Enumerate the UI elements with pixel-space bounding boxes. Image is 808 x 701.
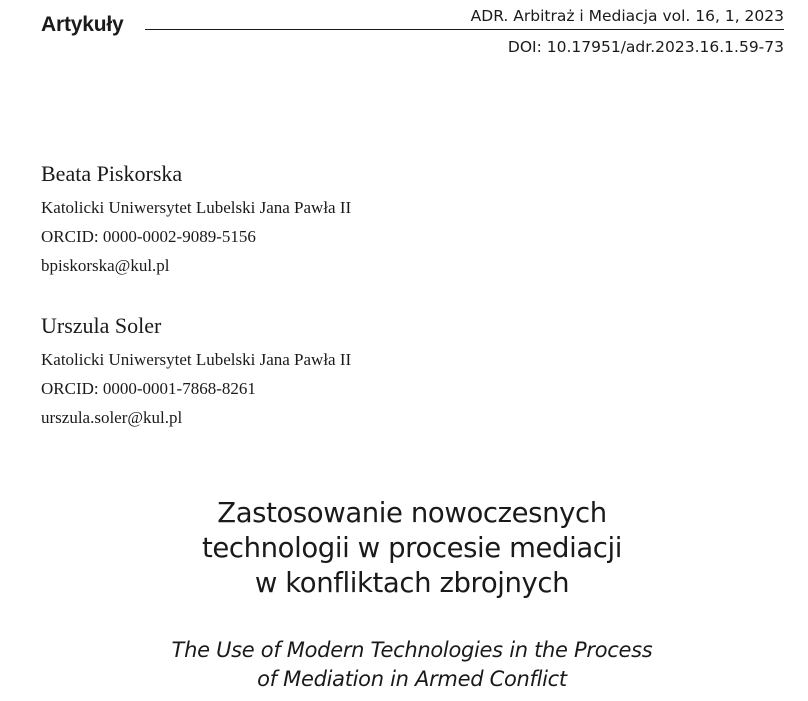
author-name: Beata Piskorska xyxy=(41,161,183,186)
article-title xyxy=(110,496,714,601)
title-line: w konfliktach zbrojnych xyxy=(254,567,570,599)
author-block xyxy=(41,161,351,280)
author-affiliation: Katolicki Uniwersytet Lubelski Jana Pawła II xyxy=(41,198,352,217)
section-label: Artykuły xyxy=(41,13,124,36)
author-orcid[interactable]: ORCID: 0000-0002-9089-5156 xyxy=(41,227,256,246)
article-subtitle xyxy=(110,636,714,694)
author-email[interactable]: bpiskorska@kul.pl xyxy=(41,256,170,275)
title-line: technologii w procesie mediacji xyxy=(202,532,622,564)
title-line: Zastosowanie nowoczesnych xyxy=(217,497,607,529)
subtitle-line: The Use of Modern Technologies in the Process xyxy=(171,638,653,662)
author-name: Urszula Soler xyxy=(41,313,162,338)
author-affiliation: Katolicki Uniwersytet Lubelski Jana Pawła II xyxy=(41,350,352,369)
author-email[interactable]: urszula.soler@kul.pl xyxy=(41,408,183,427)
subtitle-line: of Mediation in Armed Conflict xyxy=(257,667,567,691)
journal-citation: ADR. Arbitraż i Mediacja vol. 16, 1, 2023 xyxy=(465,7,784,25)
author-orcid[interactable]: ORCID: 0000-0001-7868-8261 xyxy=(41,379,256,398)
author-block xyxy=(41,313,351,432)
header-rule xyxy=(145,29,784,30)
doi[interactable]: DOI: 10.17951/adr.2023.16.1.59-73 xyxy=(507,38,784,56)
